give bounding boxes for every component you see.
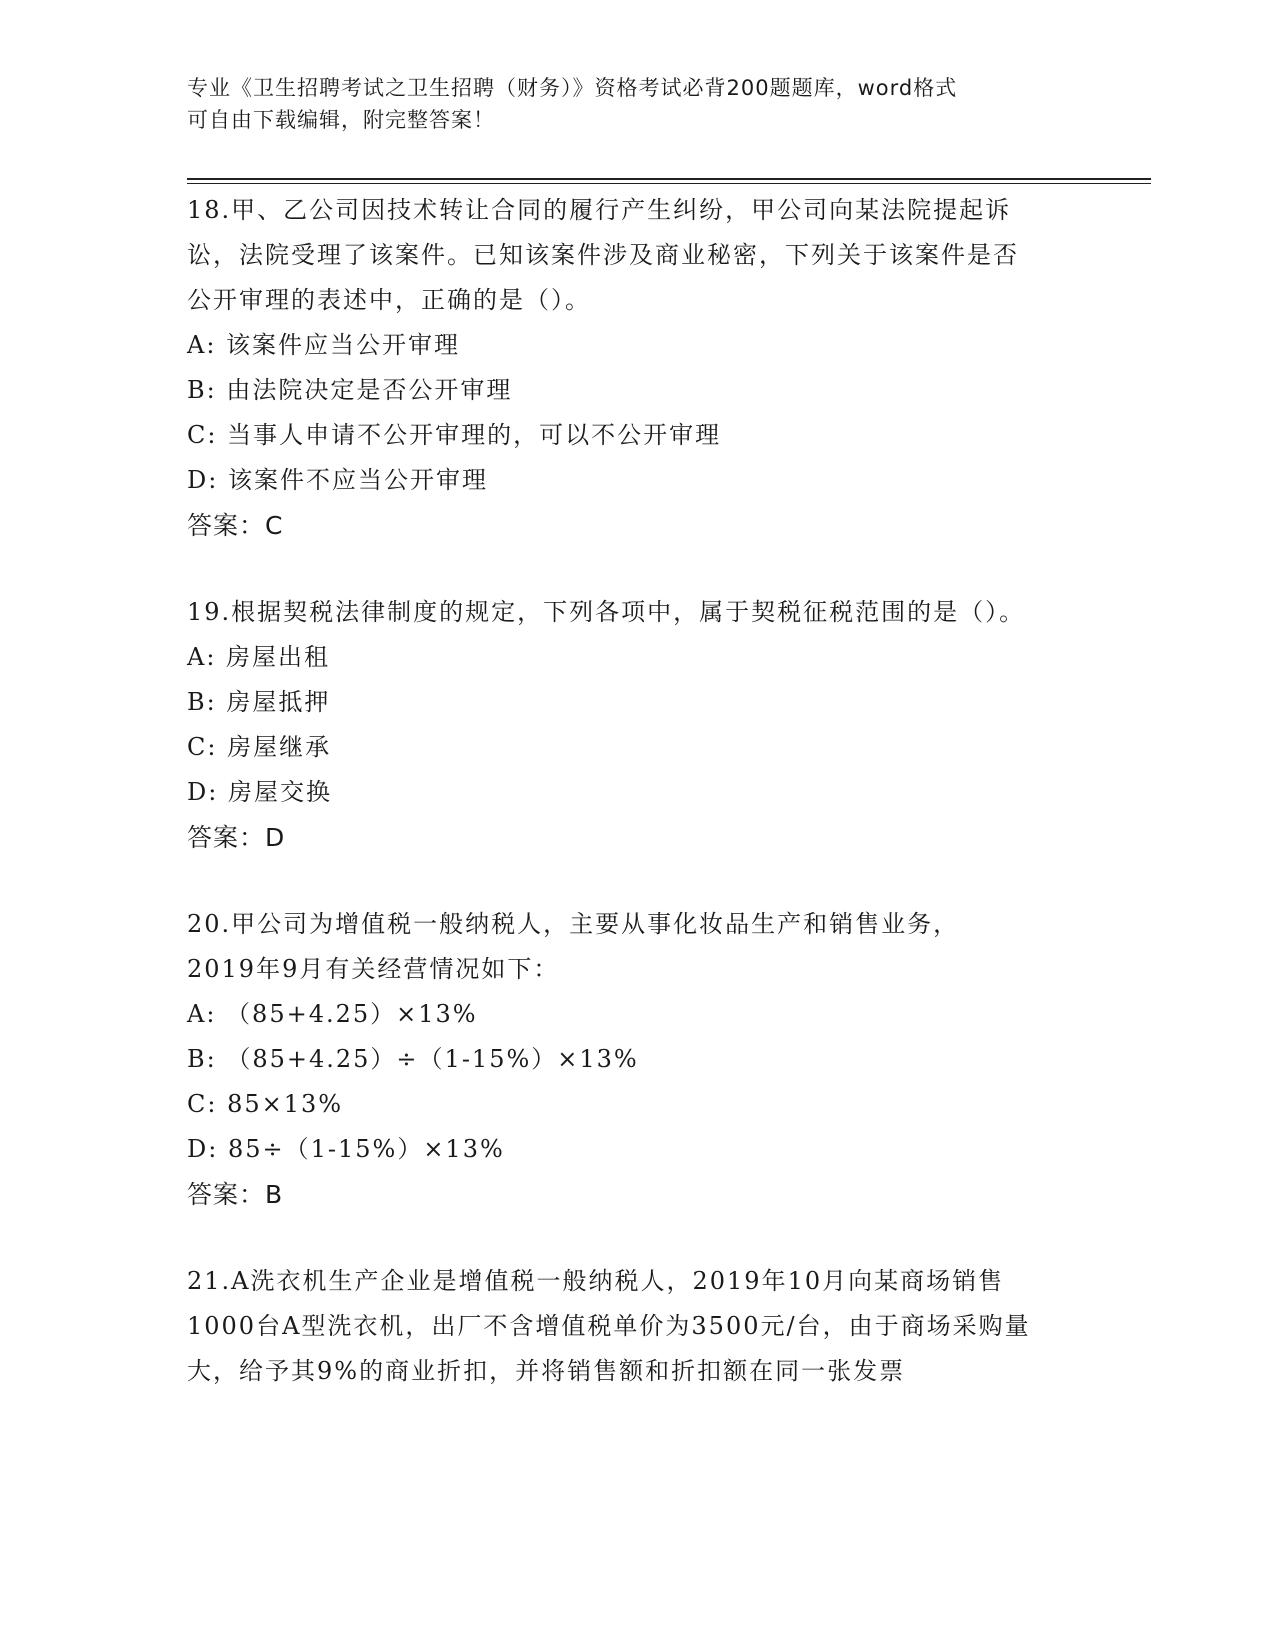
header-rule-thin [187,183,1151,184]
header-line-1: 专业《卫生招聘考试之卫生招聘（财务）》资格考试必背200题题库，word格式 [187,76,958,100]
option-b: B: （85+4.25）÷（1-15%）×13% [187,1045,639,1073]
document-header [187,72,1067,136]
option-c: C: 85×13% [187,1090,344,1118]
option-c: C: 房屋继承 [187,733,332,761]
header-rule [187,178,1151,180]
question-list [187,188,1087,1436]
option-b: B: 由法院决定是否公开审理 [187,376,513,404]
question-text: 18.甲、乙公司因技术转让合同的履行产生纠纷，甲公司向某法院提起诉讼，法院受理了该案件。已知该案件涉及商业秘密，下列关于该案件是否公开审理的表述中，正确的是（）。 [187,196,1019,314]
question-text: 20.甲公司为增值税一般纳税人，主要从事化妆品生产和销售业务，2019年9月有关经营情况如下： [187,910,960,983]
header-line-2: 可自由下载编辑，附完整答案！ [187,108,495,132]
option-a: A: 房屋出租 [187,643,331,671]
question-19 [187,590,1087,860]
option-c: C: 当事人申请不公开审理的，可以不公开审理 [187,421,722,449]
answer: 答案：C [187,511,284,540]
option-d: D: 房屋交换 [187,778,332,806]
option-d: D: 该案件不应当公开审理 [187,466,488,494]
question-text: 19.根据契税法律制度的规定，下列各项中，属于契税征税范围的是（）。 [187,598,1026,626]
question-21 [187,1259,1087,1394]
question-text: 21.A洗衣机生产企业是增值税一般纳税人，2019年10月向某商场销售1000台A型洗衣机，出厂不含增值税单价为3500元/台，由于商场采购量大，给予其9%的商业折扣，并将销售额和折扣额在同一张发票 [187,1267,1031,1385]
option-a: A: 该案件应当公开审理 [187,331,461,359]
question-18 [187,188,1087,548]
option-a: A: （85+4.25）×13% [187,1000,478,1028]
question-20 [187,902,1087,1217]
answer: 答案：D [187,823,286,852]
answer: 答案：B [187,1180,284,1209]
option-b: B: 房屋抵押 [187,688,331,716]
option-d: D: 85÷（1-15%）×13% [187,1135,505,1163]
